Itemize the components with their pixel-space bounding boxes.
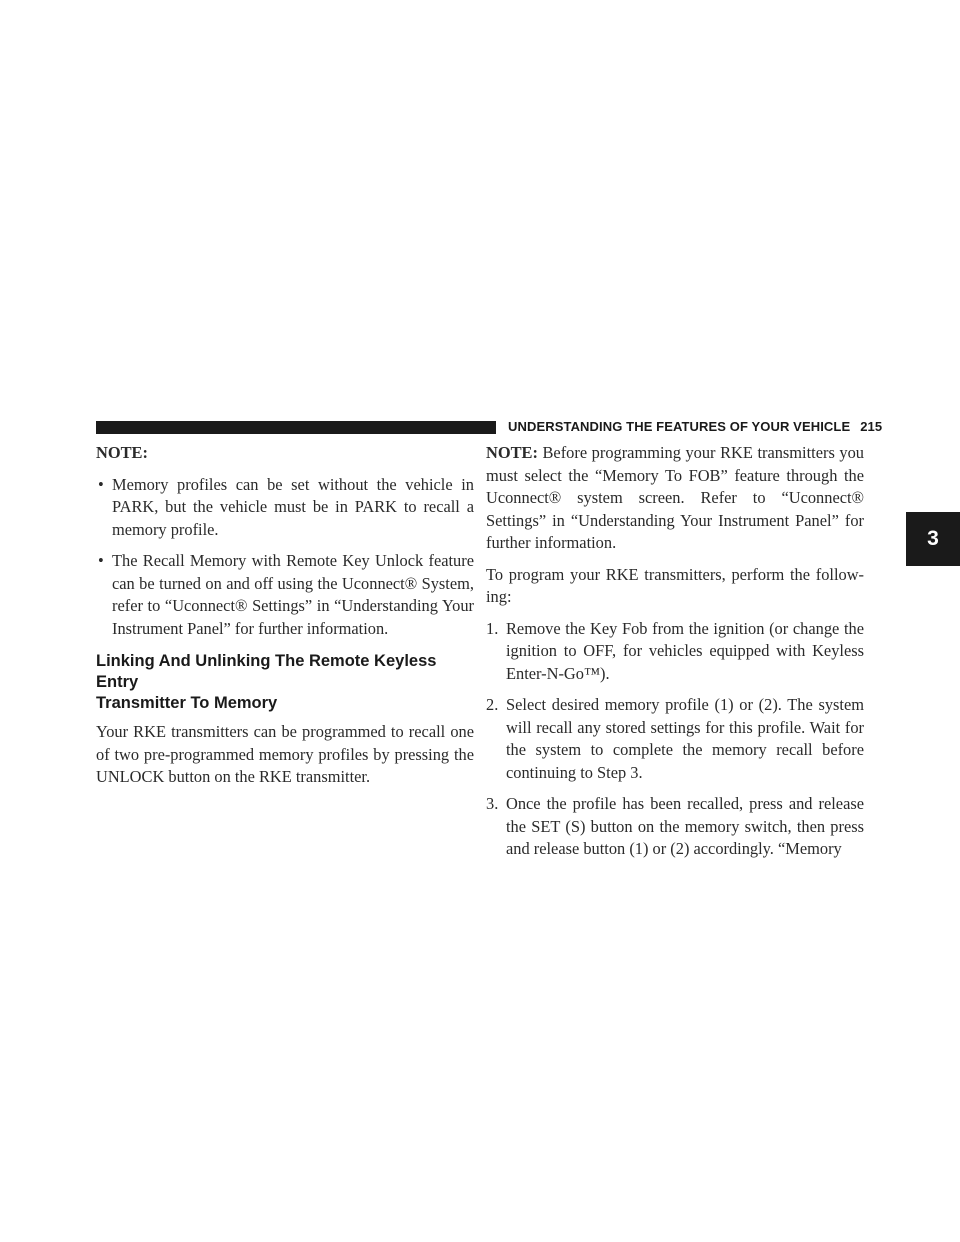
note-bullet <box>96 550 474 640</box>
note-text: Before programming your RKE transmitters you must select the “Memory To FOB” feature through the Uconnect® system screen. Refer to “Uconnect® Settings” in “Understanding Your Instrument Panel” for further information. <box>486 443 864 552</box>
step-item <box>486 793 864 861</box>
note-title: NOTE: <box>96 443 148 462</box>
step-text: Select desired memory profile (1) or (2). The system will recall any stored settings for this profile. Wait for the system to complete the memory recall before continuing to Step 3. <box>506 695 864 782</box>
step-item <box>486 618 864 686</box>
running-header <box>508 418 882 436</box>
right-column <box>486 442 864 870</box>
step-number: 3. <box>486 794 499 813</box>
step-item <box>486 694 864 784</box>
step-text: Once the profile has been recalled, press and release the SET (S) button on the memory switch, then press and release button (1) or (2) accordingly. “Memory <box>506 794 864 858</box>
body-paragraph: Your RKE transmitters can be programmed to recall one of two pre-programmed memory profiles by pressing the UNLOCK button on the RKE transmitter. <box>96 722 474 786</box>
note-bullet <box>96 474 474 542</box>
page-number: 215 <box>860 419 883 434</box>
bullet-text: The Recall Memory with Remote Key Unlock feature can be turned on and off using the Uconnect® System, refer to “Uconnect® Settings” in “Understanding Your Instrument Panel” for further information. <box>112 551 474 638</box>
step-text: Remove the Key Fob from the ignition (or change the ignition to OFF, for vehicles equipped with Keyless Enter-N-Go™). <box>506 618 864 683</box>
step-number: 2. <box>486 695 499 714</box>
heading-line-1: Linking And Unlinking The Remote Keyless Entry <box>96 652 437 691</box>
chapter-tab: 3 <box>906 512 960 566</box>
note-label: NOTE: <box>486 443 538 462</box>
section-title: UNDERSTANDING THE FEATURES OF YOUR VEHICLE <box>508 419 851 434</box>
bullet-dot: • <box>98 551 104 570</box>
note-paragraph <box>486 442 864 555</box>
left-column <box>96 442 474 798</box>
heading-line-2: Transmitter To Memory <box>96 694 278 712</box>
section-heading <box>96 651 474 714</box>
intro-paragraph: To program your RKE transmitters, perform the follow- ing: <box>486 564 864 606</box>
bullet-dot: • <box>98 474 104 494</box>
bullet-text: Memory profiles can be set without the vehicle in PARK, but the vehicle must be in PARK to recall a memory profile. <box>112 474 474 539</box>
step-number: 1. <box>486 618 499 638</box>
header-rule <box>96 421 496 434</box>
